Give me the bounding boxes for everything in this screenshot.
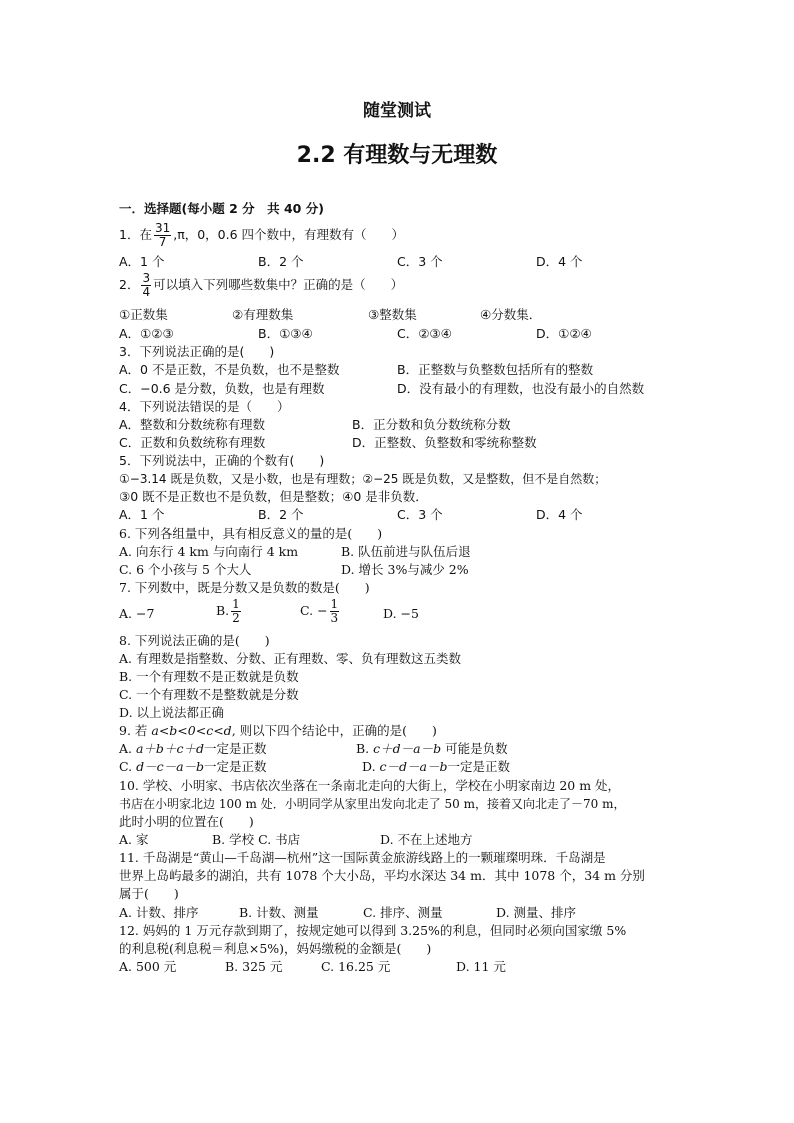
q9-c-expression: d－c－a－b: [136, 759, 205, 774]
q7-option-a[interactable]: A. −7: [119, 606, 155, 621]
q2-numerator: 3: [142, 271, 151, 285]
question-1-stem: [119, 222, 404, 249]
q9-option-b[interactable]: B. c＋d－a－b 可能是负数: [356, 741, 508, 756]
q8-option-b[interactable]: B. 一个有理数不是正数就是负数: [119, 669, 299, 684]
q12-stem-line-2: 的利息税(利息税＝利息×5%)，妈妈缴税的金额是( ): [119, 941, 432, 956]
q7-b-denominator: 2: [232, 611, 240, 625]
question-8-stem: 8. 下列说法正确的是( ): [119, 633, 270, 648]
q9-d-text: 一定是正数: [447, 759, 511, 774]
q4-option-d[interactable]: D．正整数、负整数和零统称整数: [352, 435, 537, 450]
question-6-stem: 6. 下列各组量中，具有相反意义的量的是( ): [119, 526, 383, 541]
q3-option-c[interactable]: C．−0.6 是分数，负数，也是有理数: [119, 381, 325, 396]
question-5-stem: 5．下列说法中，正确的个数有( ): [119, 453, 325, 468]
q6-option-d[interactable]: D. 增长 3%与减少 2%: [341, 562, 469, 577]
q2-set-2: ②有理数集: [232, 307, 294, 322]
q8-option-a[interactable]: A. 有理数是指整数、分数、正有理数、零、负有理数这五类数: [119, 651, 461, 666]
q9-suffix: , 则以下四个结论中，正确的是( ): [231, 723, 437, 738]
q2-suffix: 可以填入下列哪些数集中？正确的是（ ）: [153, 277, 404, 292]
page-heading: 随堂测试: [363, 101, 431, 121]
q1-option-b[interactable]: B．2 个: [258, 254, 304, 269]
q11-option-c[interactable]: C. 排序、测量: [363, 905, 443, 920]
q9-a-text: 一定是正数: [203, 741, 267, 756]
q9-condition: a<b<0<c<d: [151, 723, 232, 738]
q7-c-denominator: 3: [330, 611, 339, 625]
q1-numerator: 31: [154, 221, 171, 235]
q1-fraction: [154, 222, 171, 249]
q3-option-d[interactable]: D．没有最小的有理数，也没有最小的自然数: [397, 381, 645, 396]
q10-stem-line-1: 10. 学校、小明家、书店依次坐落在一条南北走向的大街上，学校在小明家南边 20 m 处，: [119, 778, 621, 793]
q12-option-c[interactable]: C. 16.25 元: [321, 959, 391, 974]
q12-option-d[interactable]: D. 11 元: [456, 959, 506, 974]
q6-option-b[interactable]: B. 队伍前进与队伍后退: [341, 544, 471, 559]
question-3-stem: 3．下列说法正确的是( ): [119, 344, 275, 359]
q9-prefix: 9. 若: [119, 723, 152, 738]
q2-option-c[interactable]: C．②③④: [397, 326, 452, 341]
q9-option-c[interactable]: C. d－c－a－b一定是正数: [119, 759, 267, 774]
q12-option-b[interactable]: B. 325 元: [225, 959, 283, 974]
q1-suffix: ,π，0，0.6 四个数中，有理数有（ ）: [173, 227, 405, 242]
q5-option-c[interactable]: C．3 个: [397, 507, 443, 522]
page-title: 2.2 有理数与无理数: [296, 143, 498, 168]
q2-set-1: ①正数集: [119, 307, 168, 322]
q11-option-a[interactable]: A. 计数、排序: [119, 905, 199, 920]
q9-d-expression: c－d－a－b: [379, 759, 448, 774]
q5-option-d[interactable]: D．4 个: [536, 507, 583, 522]
q12-option-a[interactable]: A. 500 元: [119, 959, 177, 974]
q11-stem-line-3: 属于( ): [119, 886, 179, 901]
q5-statement-line-2: ③0 既不是正数也不是负数，但是整数；④0 是非负数．: [119, 489, 428, 504]
q2-denominator: 4: [142, 285, 151, 299]
question-9-stem: [119, 723, 437, 739]
question-2-stem: [119, 272, 403, 299]
q7-option-b-fraction: [231, 598, 241, 625]
question-7-stem: 7. 下列数中，既是分数又是负数的数是( ): [119, 580, 370, 595]
q11-option-d[interactable]: D. 测量、排序: [496, 905, 577, 920]
q12-stem-line-1: 12. 妈妈的 1 万元存款到期了，按规定她可以得到 3.25%的利息，但同时必须向国家缴 5%: [119, 923, 627, 938]
q11-option-b[interactable]: B. 计数、测量: [239, 905, 319, 920]
q1-option-d[interactable]: D．4 个: [536, 254, 583, 269]
q9-b-expression: c＋d－a－b: [373, 741, 442, 756]
q7-c-numerator: 1: [330, 597, 339, 611]
q9-b-text: 可能是负数: [445, 741, 508, 756]
q4-option-a[interactable]: A．整数和分数统称有理数: [119, 417, 266, 432]
q2-fraction: [141, 272, 151, 299]
q4-option-c[interactable]: C．正数和负数统称有理数: [119, 435, 266, 450]
q6-option-a[interactable]: A. 向东行 4 km 与向南行 4 km: [119, 544, 299, 559]
q2-prefix: 2．: [119, 277, 140, 292]
q9-option-d[interactable]: D. c－d－a－b一定是正数: [362, 759, 511, 774]
q2-option-a[interactable]: A．①②③: [119, 326, 174, 341]
q7-option-c[interactable]: [300, 598, 341, 625]
q9-option-a[interactable]: A. a＋b＋c＋d一定是正数: [119, 741, 267, 756]
q5-option-b[interactable]: B．2 个: [258, 507, 304, 522]
q10-option-a[interactable]: A. 家: [119, 832, 149, 847]
q7-option-c-label: C. −: [300, 603, 328, 618]
q10-option-bc[interactable]: B. 学校 C. 书店: [212, 832, 301, 847]
q2-option-b[interactable]: B．①③④: [258, 326, 313, 341]
q7-option-c-fraction: [330, 598, 340, 625]
q1-option-a[interactable]: A．1 个: [119, 254, 165, 269]
q3-option-a[interactable]: A．0 不是正数，不是负数，也不是整数: [119, 362, 340, 377]
q3-option-b[interactable]: B．正整数与负整数包括所有的整数: [397, 362, 594, 377]
q5-statement-line-1: ①−3.14 既是负数，又是小数，也是有理数；②−25 既是负数，又是整数，但不是自然数；: [119, 472, 607, 486]
q2-set-3: ③整数集: [368, 307, 417, 322]
question-4-stem: 4．下列说法错误的是（ ）: [119, 399, 290, 414]
q11-stem-line-2: 世界上岛屿最多的湖泊，共有 1078 个大小岛，平均水深达 34 m．其中 1078 个，34 m 分别: [119, 868, 645, 883]
q7-option-b-label: B.: [216, 603, 230, 618]
q7-b-numerator: 1: [232, 597, 240, 611]
q11-stem-line-1: 11. 千岛湖是“黄山—千岛湖—杭州”这一国际黄金旅游线路上的一颗璀璨明珠．千岛湖是: [119, 850, 606, 865]
q7-option-b[interactable]: [216, 598, 243, 625]
q8-option-c[interactable]: C. 一个有理数不是整数就是分数: [119, 687, 299, 702]
q10-option-d[interactable]: D. 不在上述地方: [380, 832, 473, 847]
section-heading: 一．选择题(每小题 2 分 共 40 分): [119, 201, 324, 216]
q10-stem-line-2: 书店在小明家北边 100 m 处．小明同学从家里出发向北走了 50 m，接着又向北走了－70 m，: [119, 797, 626, 811]
q2-option-d[interactable]: D．①②④: [536, 326, 592, 341]
q1-option-c[interactable]: C．3 个: [397, 254, 443, 269]
q1-denominator: 7: [158, 235, 167, 249]
q6-option-c[interactable]: C. 6 个小孩与 5 个大人: [119, 562, 252, 577]
q1-prefix: 1．在: [119, 227, 152, 242]
q4-option-b[interactable]: B．正分数和负分数统称分数: [352, 417, 511, 432]
q9-c-text: 一定是正数: [204, 759, 267, 774]
q8-option-d[interactable]: D. 以上说法都正确: [119, 705, 225, 720]
q7-option-d[interactable]: D. −5: [383, 606, 419, 621]
q9-a-expression: a＋b＋c＋d: [135, 741, 204, 756]
q2-set-4: ④分数集．: [480, 307, 542, 322]
q5-option-a[interactable]: A．1 个: [119, 507, 165, 522]
q10-stem-line-3: 此时小明的位置在( ): [119, 814, 254, 829]
